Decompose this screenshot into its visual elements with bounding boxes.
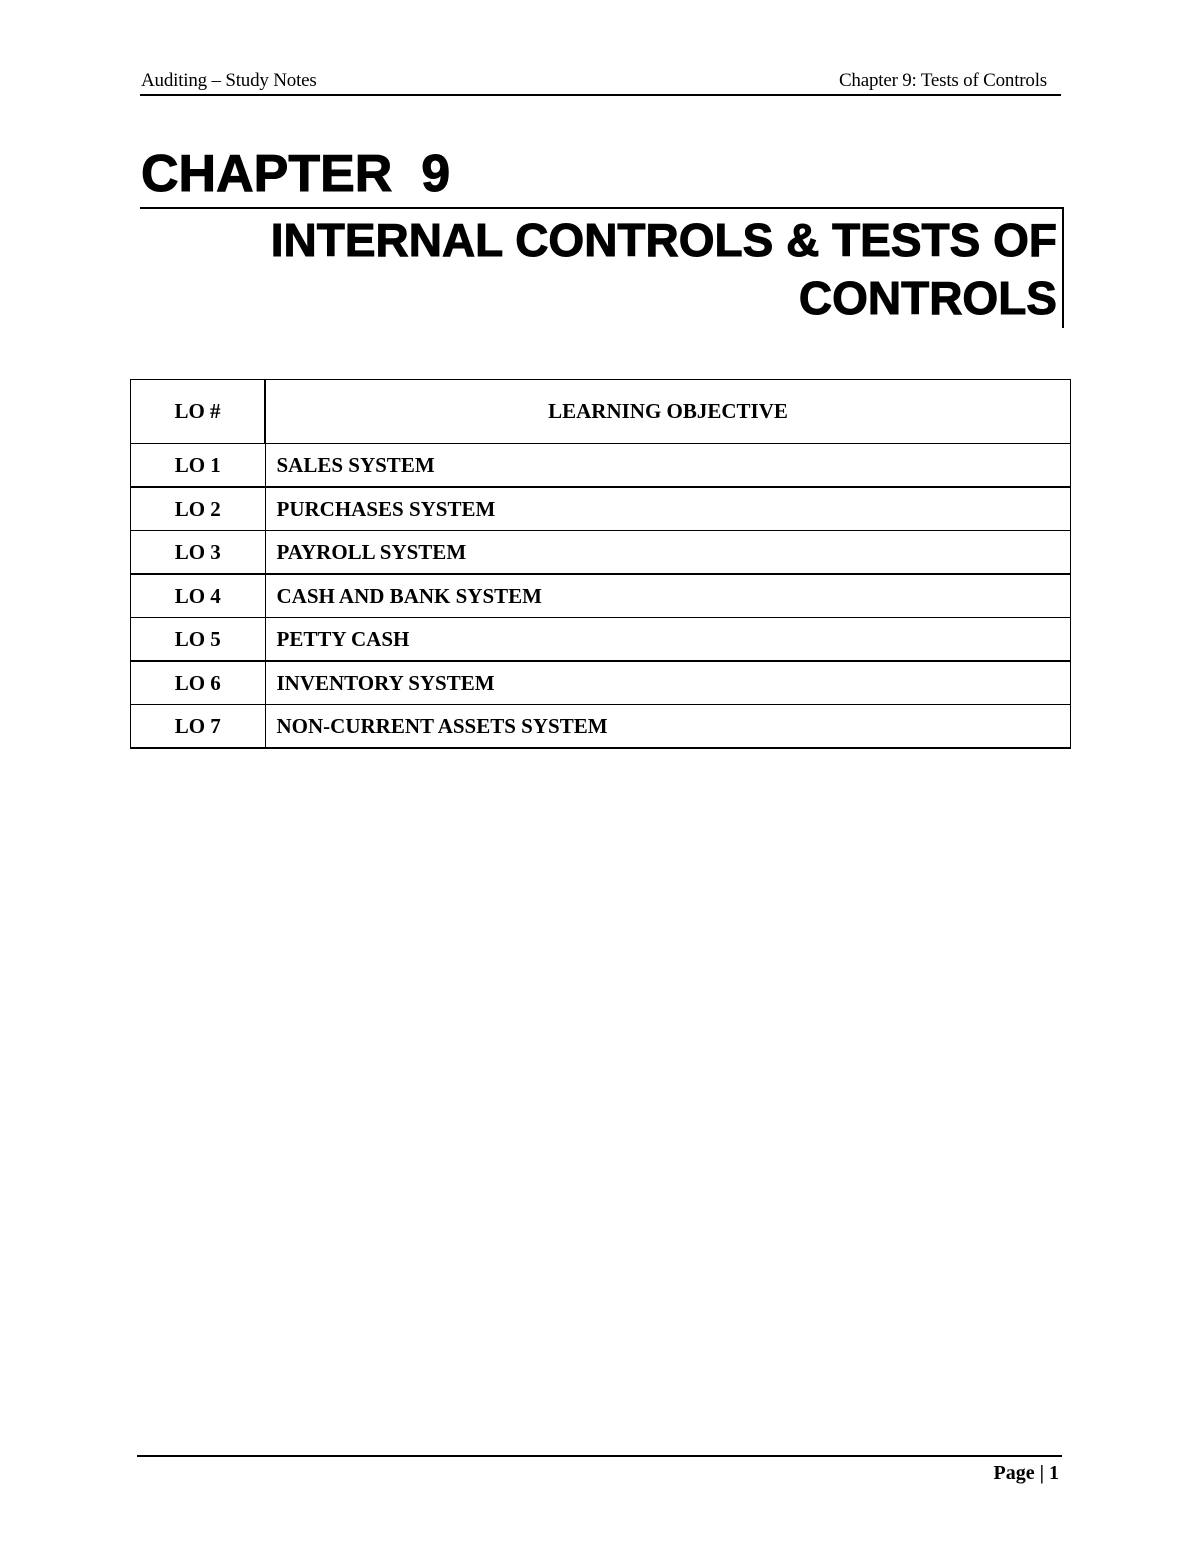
chapter-title-rule — [140, 207, 1064, 209]
lo-number-cell: LO 1 — [131, 444, 266, 488]
lo-number-cell: LO 2 — [131, 487, 266, 531]
objective-cell: SALES SYSTEM — [265, 444, 1071, 488]
lo-number-cell: LO 5 — [131, 618, 266, 662]
table-row — [131, 661, 1071, 705]
chapter-title-box-edge — [1062, 207, 1064, 328]
lo-number-cell: LO 4 — [131, 574, 266, 618]
objective-cell: NON-CURRENT ASSETS SYSTEM — [265, 705, 1071, 749]
learning-objectives-table — [130, 379, 1071, 749]
page-header — [140, 68, 1061, 96]
table-header-row — [131, 380, 1071, 444]
page-number: Page | 1 — [993, 1462, 1059, 1484]
table-row — [131, 487, 1071, 531]
lo-number-cell: LO 7 — [131, 705, 266, 749]
header-chapter-title: Chapter 9: Tests of Controls — [838, 70, 1047, 91]
chapter-number-title: CHAPTER 9 — [141, 145, 451, 203]
header-document-title: Auditing – Study Notes — [141, 70, 317, 91]
footer-rule — [137, 1455, 1062, 1457]
objective-cell: CASH AND BANK SYSTEM — [265, 574, 1071, 618]
lo-number-cell: LO 3 — [131, 531, 266, 575]
table-row — [131, 444, 1071, 488]
objective-cell: PURCHASES SYSTEM — [265, 487, 1071, 531]
table-row — [131, 705, 1071, 749]
table-row — [131, 531, 1071, 575]
column-header-objective: LEARNING OBJECTIVE — [265, 380, 1071, 444]
lo-number-cell: LO 6 — [131, 661, 266, 705]
table-row — [131, 618, 1071, 662]
table-row — [131, 574, 1071, 618]
objective-cell: PETTY CASH — [265, 618, 1071, 662]
chapter-subtitle: INTERNAL CONTROLS & TESTS OF CONTROLS — [270, 214, 1057, 324]
column-header-lo: LO # — [131, 380, 266, 444]
objective-cell: INVENTORY SYSTEM — [265, 661, 1071, 705]
objective-cell: PAYROLL SYSTEM — [265, 531, 1071, 575]
